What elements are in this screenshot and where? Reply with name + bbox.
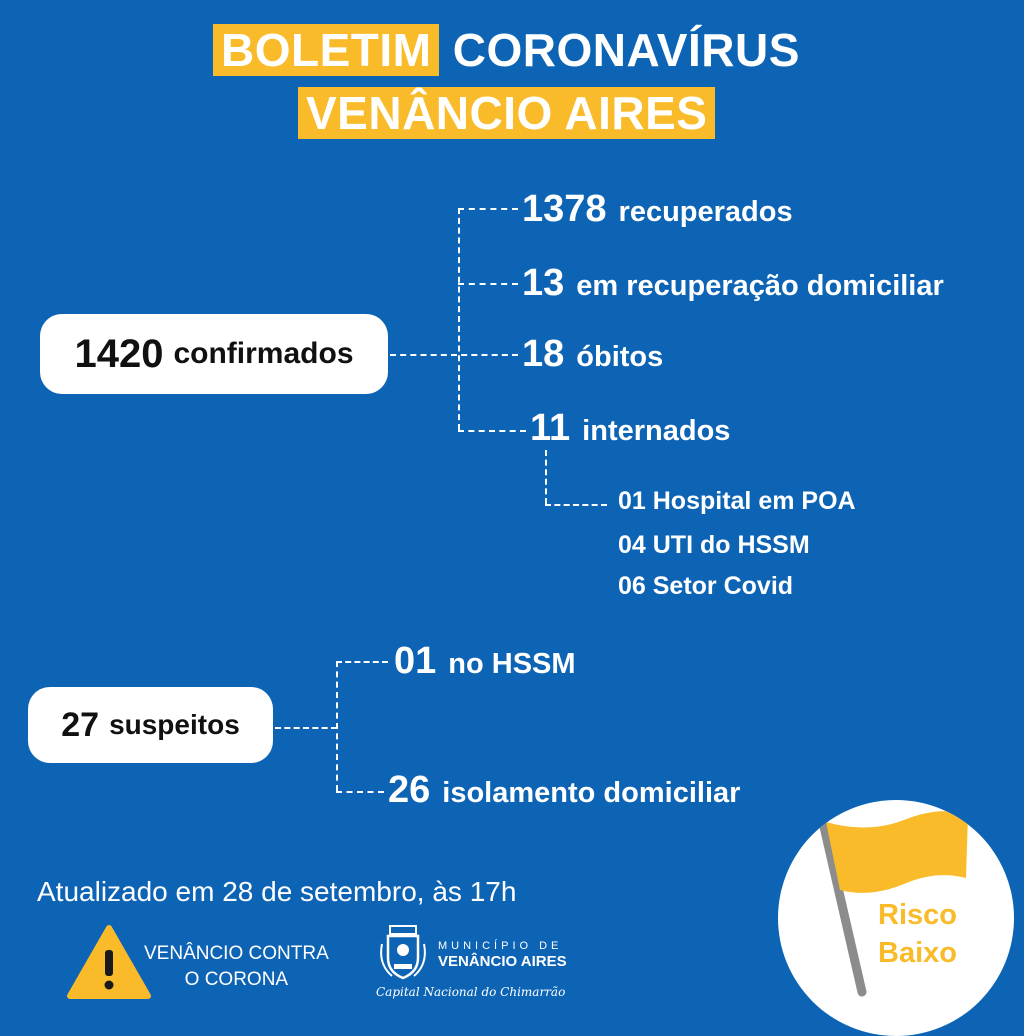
connector <box>458 430 526 432</box>
suspected-isolation-item <box>388 769 740 812</box>
suspected-hospital-item <box>394 640 576 683</box>
hospitalized-detail: 04 UTI do HSSM <box>618 531 810 559</box>
suspected-hospital-label: no HSSM <box>448 648 576 680</box>
warning-icon <box>66 924 152 1000</box>
municipality-label: MUNICÍPIO DE <box>438 940 563 952</box>
campaign-line-2: O CORONA <box>184 969 289 990</box>
risk-line-2: Baixo <box>878 937 957 969</box>
title-line-1 <box>213 24 800 76</box>
suspected-isolation-label: isolamento domiciliar <box>442 777 741 809</box>
confirmed-box <box>40 314 388 394</box>
hospitalized-label: internados <box>582 415 731 447</box>
title-city: VENÂNCIO AIRES <box>298 87 715 139</box>
recovered-item <box>522 188 793 231</box>
connector <box>545 450 547 504</box>
suspected-hospital-count: 01 <box>394 640 437 682</box>
campaign-line-1: VENÂNCIO CONTRA <box>144 943 329 964</box>
risk-level-text <box>878 896 957 972</box>
connector <box>458 283 518 285</box>
home-recovery-count: 13 <box>522 262 565 304</box>
suspected-count: 27 <box>61 705 100 744</box>
connector <box>458 208 460 430</box>
city-coat-of-arms <box>378 924 428 982</box>
recovered-label: recuperados <box>618 196 793 228</box>
suspected-box <box>28 687 273 763</box>
home-recovery-label: em recuperação domiciliar <box>576 270 944 302</box>
connector <box>336 661 338 791</box>
title-highlight: BOLETIM <box>213 24 439 76</box>
connector <box>390 354 518 356</box>
municipality-slogan: Capital Nacional do Chimarrão <box>376 985 566 999</box>
connector <box>275 727 337 729</box>
connector <box>458 208 518 210</box>
suspected-label: suspeitos <box>109 709 240 740</box>
connector <box>336 791 384 793</box>
hospitalized-detail: 01 Hospital em POA <box>618 487 856 515</box>
connector <box>336 661 388 663</box>
confirmed-label: confirmados <box>173 337 354 370</box>
title-word: CORONAVÍRUS <box>452 24 800 76</box>
risk-line-1: Risco <box>878 899 957 931</box>
confirmed-count: 1420 <box>74 331 164 376</box>
recovered-count: 1378 <box>522 188 607 230</box>
updated-text: Atualizado em 28 de setembro, às 17h <box>37 876 517 907</box>
connector <box>545 504 607 506</box>
risk-badge <box>778 800 1014 1036</box>
deaths-label: óbitos <box>576 341 664 373</box>
municipality-name: VENÂNCIO AIRES <box>438 953 567 970</box>
hospitalized-detail: 06 Setor Covid <box>618 572 794 600</box>
title-line-2 <box>298 87 715 139</box>
deaths-item <box>522 333 663 376</box>
deaths-count: 18 <box>522 333 565 375</box>
campaign-text <box>144 941 329 993</box>
hospitalized-count: 11 <box>530 407 571 449</box>
suspected-isolation-count: 26 <box>388 769 431 811</box>
hospitalized-item <box>530 407 730 450</box>
home-recovery-item <box>522 262 944 305</box>
